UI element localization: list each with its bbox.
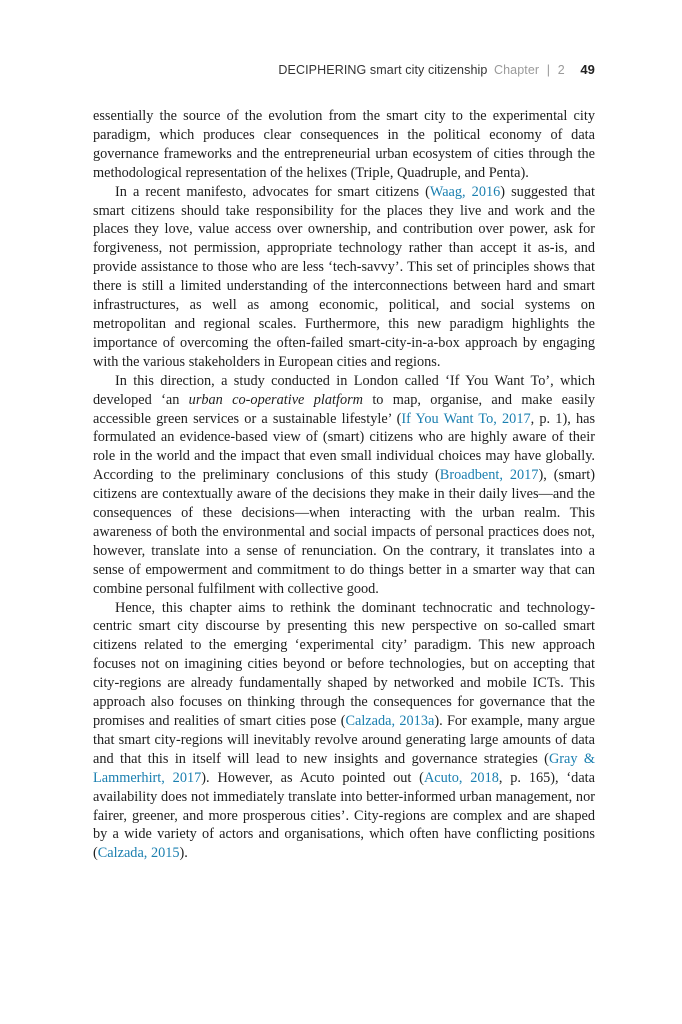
running-header bbox=[278, 62, 595, 77]
running-title: DECIPHERING smart city citizenship bbox=[278, 63, 488, 77]
paragraph-2-text-b: ) suggested that smart citizens should take responsibility for the places they live and work and the places they love, value access over ownership, and contribution over power, ask for forgiveness, not permission, appropriate technology rather than accept it as-is, and provide assistance to those who are less ‘tech-savvy’. This set of principles shows that there is still a limited understanding of the interconnections between hard and smart infrastructures, as well as among economic, political, and social systems on metropolitan and regional scales. Furthermore, this new paradigm highlights the importance of overcoming the often-failed smart-city-in-a-box approach by engaging with the various stakeholders in European cities and regions. bbox=[93, 183, 595, 370]
paragraph-3-text-d: ), (smart) citizens are contextually aware of the decisions they make in their daily lives—and the consequences of these decisions—when interacting with the urban realm. This awareness of both the environmental and social impacts of personal practices does not, however, translate into a sense of renunciation. On the contrary, it translates into a sense of empowerment and commitment to do things better in a smarter way that can combine personal fulfilment with collective good. bbox=[93, 467, 595, 597]
chapter-label: Chapter bbox=[494, 63, 540, 77]
page-number: 49 bbox=[580, 62, 595, 77]
citation-calzada-2013a[interactable]: Calzada, 2013a bbox=[345, 713, 435, 729]
emphasis-urban-platform: urban co-operative platform bbox=[188, 391, 363, 408]
paragraph-3-text-b: to map, organise, and make easily accessible green services or a sustainable lifestyle’ ( bbox=[93, 391, 595, 427]
paragraph-4-text-d: , p. 165), ‘data availability does not immediately translate into better-informed urban management, nor fairer, greener, and more prosperous cities’. City-regions are complex and are shaped by a wide variety of actors and organisations, which often have conflicting positions ( bbox=[93, 769, 595, 862]
paragraph-3 bbox=[93, 372, 595, 599]
body-text bbox=[93, 107, 595, 863]
paragraph-2-text-a: In a recent manifesto, advocates for smart citizens ( bbox=[115, 183, 430, 200]
paragraph-1-text: essentially the source of the evolution from the smart city to the experimental city paradigm, which produces clear consequences in the political economy of data governance frameworks and the entrepreneurial urban ecosystem of cities through the methodological representation of the helixes (Triple, Quadruple, and Penta). bbox=[93, 108, 595, 181]
paragraph-3-text-a: In this direction, a study conducted in London called ‘If You Want To’, which developed ‘an bbox=[93, 372, 595, 408]
chapter-number: 2 bbox=[557, 63, 565, 77]
paragraph-4-text-b: ). For example, many argue that smart city-regions will inevitably revolve around generating large amounts of data and that this in itself will lead to new insights and governance strategies ( bbox=[93, 713, 595, 767]
header-separator: | bbox=[546, 63, 551, 77]
citation-calzada-2015[interactable]: Calzada, 2015 bbox=[97, 845, 180, 862]
paragraph-2 bbox=[93, 183, 595, 372]
paragraph-3-text-c: , p. 1), has formulated an evidence-based view of (smart) citizens who are highly aware of their role in the world and the impact that even small individual choices may have globally. According to the preliminary conclusions of this study ( bbox=[93, 410, 596, 484]
paragraph-4 bbox=[93, 599, 595, 864]
citation-acuto-2018[interactable]: Acuto, 2018 bbox=[423, 769, 499, 786]
paragraph-1 bbox=[93, 107, 595, 183]
citation-if-you-want-to-2017[interactable]: If You Want To, 2017 bbox=[401, 410, 531, 427]
paragraph-4-text-c: ). However, as Acuto pointed out ( bbox=[201, 769, 424, 786]
paragraph-4-text-a: Hence, this chapter aims to rethink the dominant technocratic and technology-centric smart city discourse by presenting this new perspective on so-called smart citizens related to the emerging ‘experimental city’ paradigm. This new approach focuses not on imagining cities beyond or before technologies, but on accepting that city-regions are already fundamentally shaped by networked and mobile ICTs. This approach also focuses on thinking through the consequences for governance that the promises and realities of smart cities pose ( bbox=[93, 599, 595, 729]
citation-waag-2016[interactable]: Waag, 2016 bbox=[429, 183, 501, 200]
citation-gray-lammerhirt-2017[interactable]: Gray & Lammerhirt, 2017 bbox=[93, 750, 596, 786]
citation-broadbent-2017[interactable]: Broadbent, 2017 bbox=[439, 467, 539, 484]
paragraph-4-text-e: ). bbox=[179, 845, 188, 862]
